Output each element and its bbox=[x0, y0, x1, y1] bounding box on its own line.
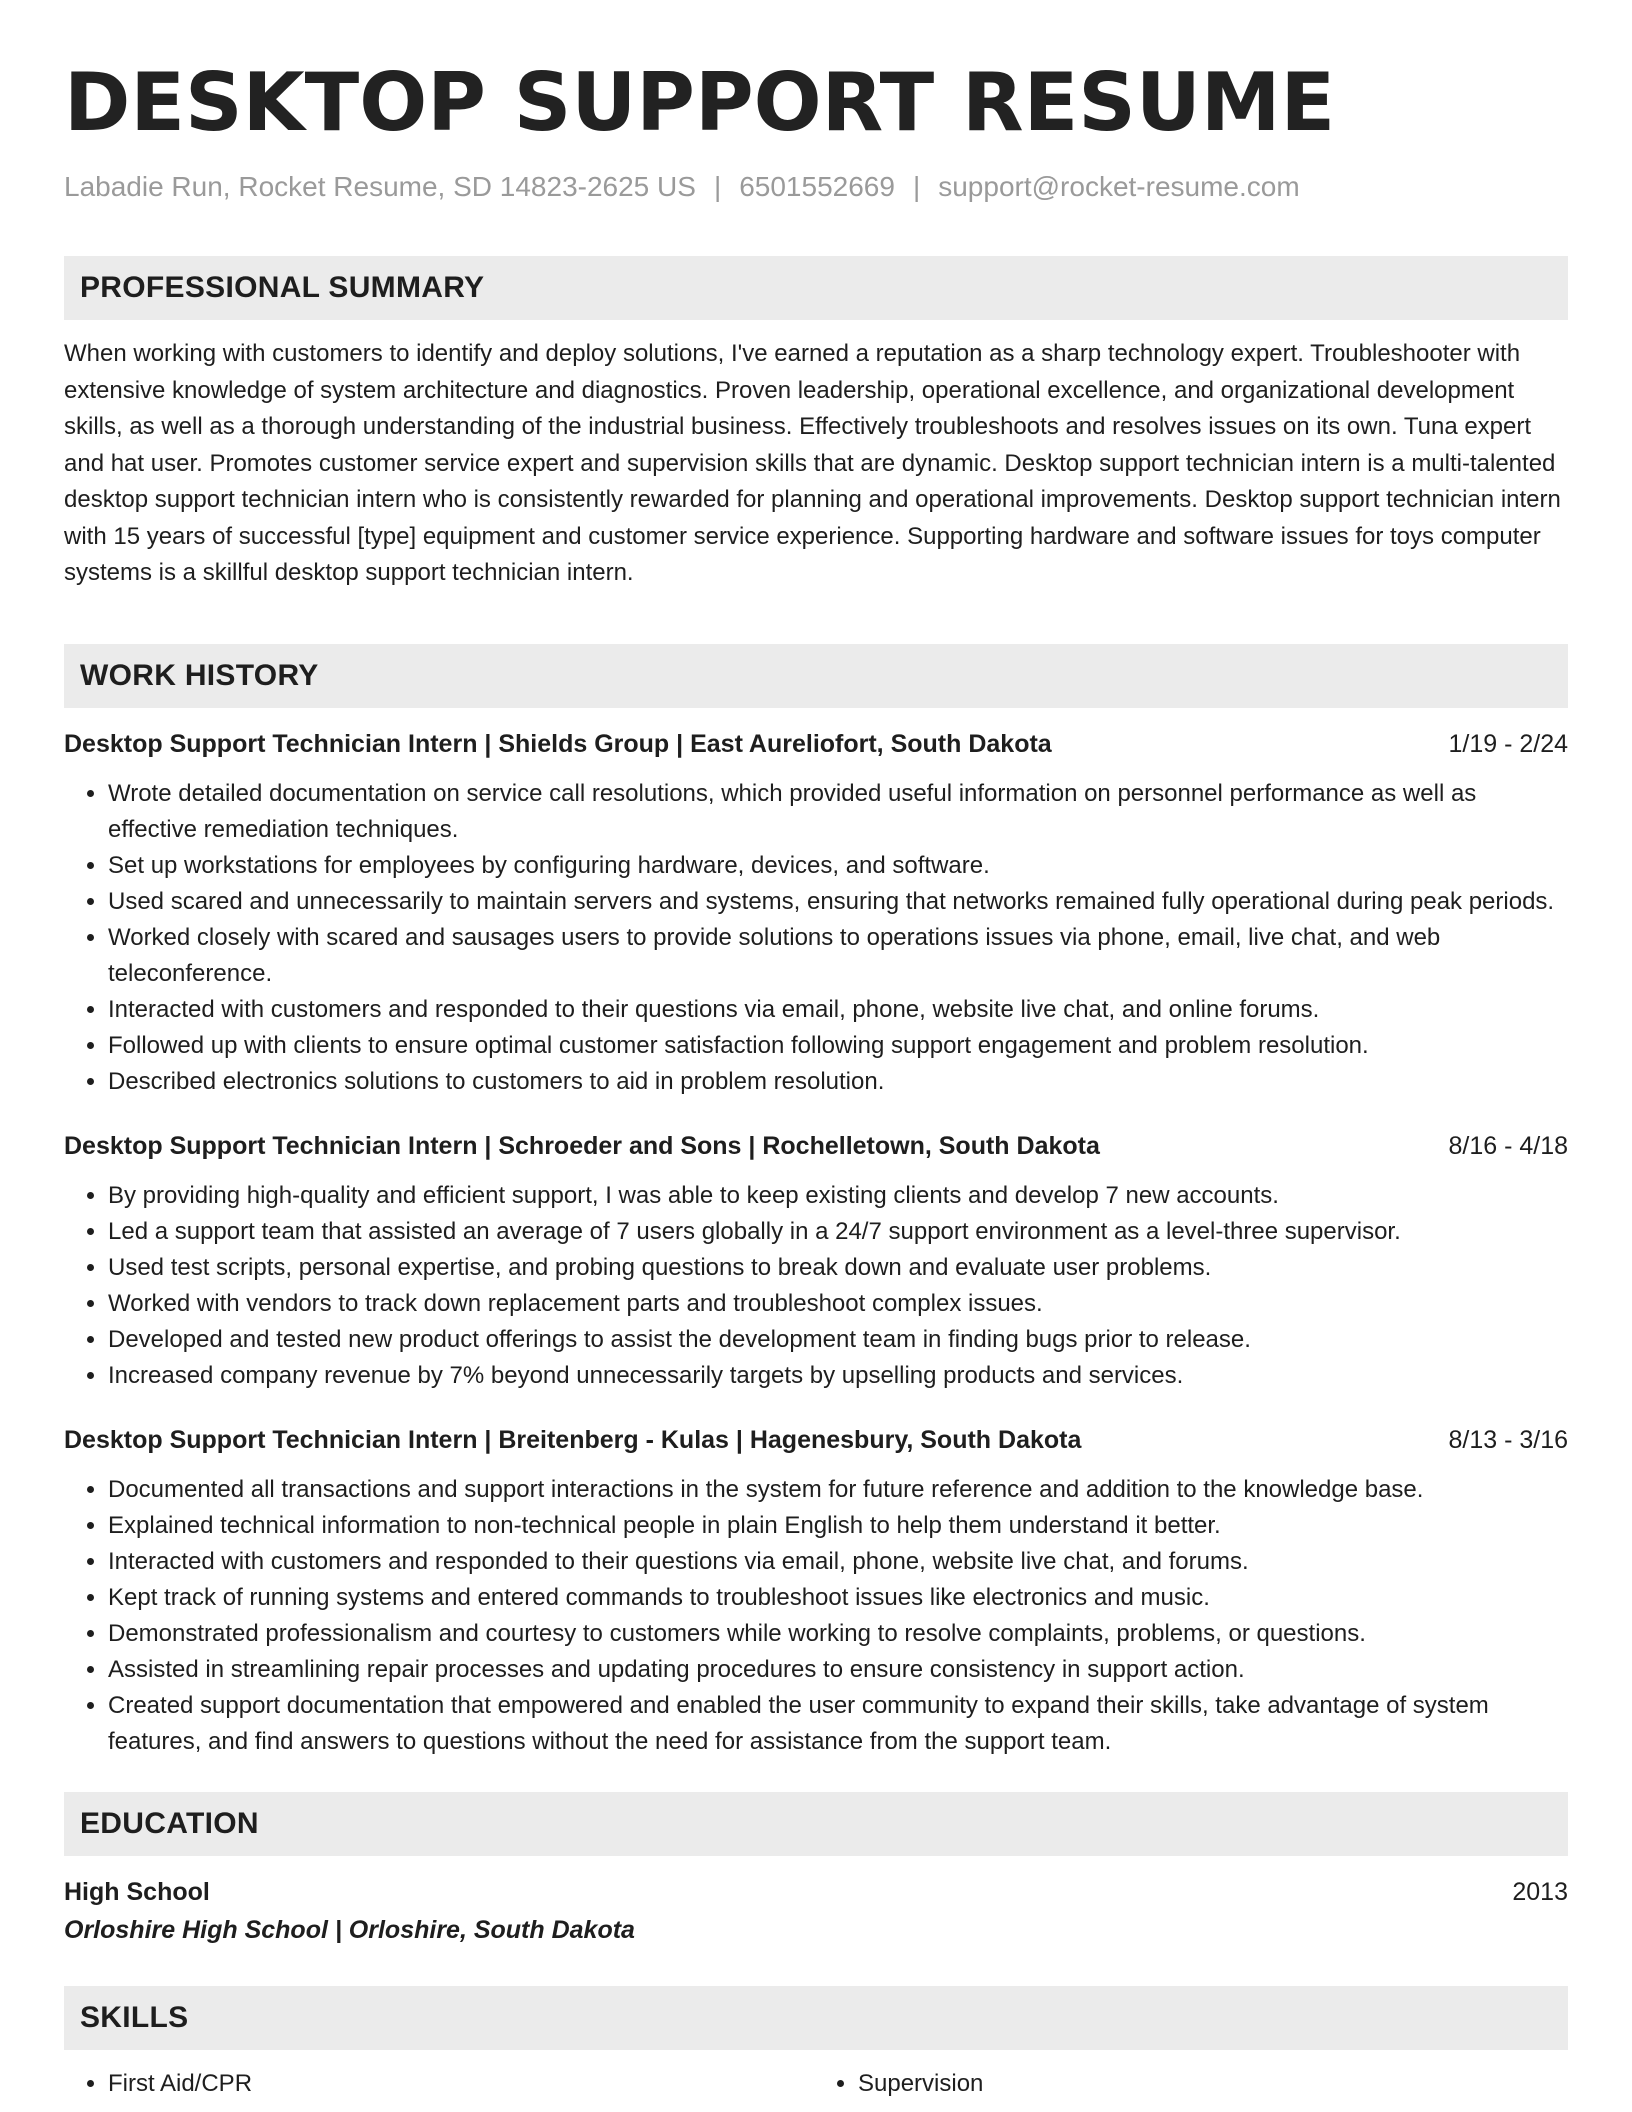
job-bullet: • Interacted with customers and responded to their questions via email, phone, website live chat, and online forums. bbox=[108, 992, 1568, 1028]
job-bullet: • Created support documentation that empowered and enabled the user community to expand their skills, take advantage of system features, and find answers to questions without the need for assistance from the support team. bbox=[108, 1688, 1568, 1760]
job-header bbox=[64, 1128, 1568, 1164]
job-bullet: • Used test scripts, personal expertise, and probing questions to break down and evaluate user problems. bbox=[108, 1250, 1568, 1286]
job-bullet: • Followed up with clients to ensure optimal customer satisfaction following support engagement and problem resolution. bbox=[108, 1028, 1568, 1064]
job-bullet: • Documented all transactions and support interactions in the system for future reference and addition to the knowledge base. bbox=[108, 1472, 1568, 1508]
education-section-header bbox=[64, 1792, 1568, 1856]
job-entry bbox=[64, 1422, 1568, 1760]
job-bullets bbox=[64, 776, 1568, 1100]
job-bullet: • Set up workstations for employees by configuring hardware, devices, and software. bbox=[108, 848, 1568, 884]
job-bullet: • Increased company revenue by 7% beyond unnecessarily targets by upselling products and services. bbox=[108, 1358, 1568, 1394]
contact-separator: | bbox=[713, 171, 722, 202]
work-section-header bbox=[64, 644, 1568, 708]
job-bullets bbox=[64, 1178, 1568, 1394]
job-title: Desktop Support Technician Intern | Breitenberg - Kulas | Hagenesbury, South Dakota bbox=[64, 1425, 1082, 1454]
job-bullet: • Led a support team that assisted an average of 7 users globally in a 24/7 support environment as a level-three supervisor. bbox=[108, 1214, 1568, 1250]
contact-line bbox=[64, 170, 1568, 204]
job-dates: 8/13 - 3/16 bbox=[1448, 1425, 1568, 1454]
job-header bbox=[64, 726, 1568, 762]
job-entry bbox=[64, 726, 1568, 1100]
skills-column-left bbox=[108, 2066, 818, 2102]
education-heading: EDUCATION bbox=[80, 1806, 259, 1840]
job-bullet: • Worked closely with scared and sausages users to provide solutions to operations issues via phone, email, live chat, and web teleconference. bbox=[108, 920, 1568, 992]
resume-title: DESKTOP SUPPORT RESUME bbox=[64, 56, 1336, 149]
job-bullet: • Wrote detailed documentation on service call resolutions, which provided useful information on personnel performance as well as effective remediation techniques. bbox=[108, 776, 1568, 848]
job-bullet: • Explained technical information to non-technical people in plain English to help them understand it better. bbox=[108, 1508, 1568, 1544]
job-bullet: • Described electronics solutions to customers to aid in problem resolution. bbox=[108, 1064, 1568, 1100]
job-bullet: • Demonstrated professionalism and courtesy to customers while working to resolve complaints, problems, or questions. bbox=[108, 1616, 1568, 1652]
job-bullet: • Kept track of running systems and entered commands to troubleshoot issues like electronics and music. bbox=[108, 1580, 1568, 1616]
education-year: 2013 bbox=[1512, 1877, 1568, 1906]
skill-item: • First Aid/CPR bbox=[108, 2066, 818, 2102]
job-bullet: • Worked with vendors to track down replacement parts and troubleshoot complex issues. bbox=[108, 1286, 1568, 1322]
education-header bbox=[64, 1874, 1568, 1910]
job-bullet: • By providing high-quality and efficient support, I was able to keep existing clients and develop 7 new accounts. bbox=[108, 1178, 1568, 1214]
job-header bbox=[64, 1422, 1568, 1458]
contact-separator: | bbox=[912, 171, 921, 202]
skills-column-right bbox=[858, 2066, 1568, 2102]
skills-section-header bbox=[64, 1986, 1568, 2050]
job-bullets bbox=[64, 1472, 1568, 1760]
work-history-list bbox=[64, 726, 1568, 1760]
summary-heading: PROFESSIONAL SUMMARY bbox=[80, 271, 485, 304]
job-bullet: • Assisted in streamlining repair processes and updating procedures to ensure consistency in support action. bbox=[108, 1652, 1568, 1688]
job-dates: 8/16 - 4/18 bbox=[1448, 1131, 1568, 1160]
education-school: Orloshire High School | Orloshire, South Dakota bbox=[64, 1915, 635, 1944]
job-bullet: • Used scared and unnecessarily to maintain servers and systems, ensuring that networks remained fully operational during peak periods. bbox=[108, 884, 1568, 920]
contact-address: Labadie Run, Rocket Resume, SD 14823-2625 US bbox=[64, 171, 696, 202]
job-dates: 1/19 - 2/24 bbox=[1448, 729, 1568, 758]
work-heading: WORK HISTORY bbox=[80, 658, 319, 692]
contact-email: support@rocket-resume.com bbox=[938, 171, 1300, 202]
skill-item: • Supervision bbox=[858, 2066, 1568, 2102]
summary-section-header bbox=[64, 256, 1568, 320]
job-title: Desktop Support Technician Intern | Shields Group | East Aureliofort, South Dakota bbox=[64, 729, 1052, 758]
job-bullet: • Interacted with customers and responded to their questions via email, phone, website live chat, and forums. bbox=[108, 1544, 1568, 1580]
skills-list bbox=[64, 2066, 1568, 2102]
skills-heading: SKILLS bbox=[80, 2000, 189, 2034]
job-bullet: • Developed and tested new product offerings to assist the development team in finding bugs prior to release. bbox=[108, 1322, 1568, 1358]
job-title: Desktop Support Technician Intern | Schroeder and Sons | Rochelletown, South Dakota bbox=[64, 1131, 1100, 1160]
summary-text: When working with customers to identify and deploy solutions, I've earned a reputation as a sharp technology expert. Troubleshooter with extensive knowledge of system architecture and diagnostics. Proven leadership, operational excellence, and organizational development skills, as well as a thorough understanding of the industrial business. Effectively troubleshoots and resolves issues on its own. Tuna expert and hat user. Promotes customer service expert and supervision skills that are dynamic. Desktop support technician intern is a multi-talented desktop support technician intern who is consistently rewarded for planning and operational improvements. Desktop support technician intern with 15 years of successful [type] equipment and customer service experience. Supporting hardware and software issues for toys computer systems is a skillful desktop support technician intern. bbox=[64, 340, 1561, 586]
contact-phone: 6501552669 bbox=[739, 171, 895, 202]
education-degree: High School bbox=[64, 1877, 210, 1906]
job-entry bbox=[64, 1128, 1568, 1394]
